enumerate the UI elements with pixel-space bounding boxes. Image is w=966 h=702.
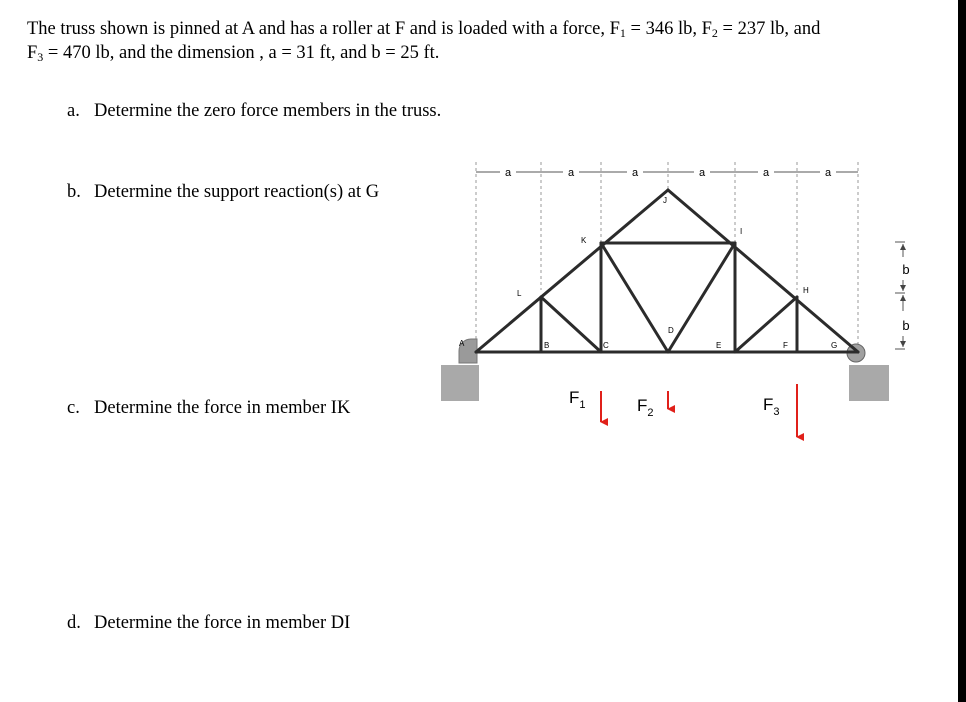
- member-KD: [601, 243, 668, 352]
- question-label: d.: [67, 613, 81, 633]
- node-label-J: J: [663, 196, 667, 205]
- truss-members: [476, 190, 858, 352]
- node-labels: [459, 196, 837, 350]
- node-label-E: E: [716, 341, 722, 350]
- node-label-C: C: [603, 341, 609, 350]
- load-F2: [637, 391, 668, 419]
- node-label-A: A: [459, 339, 465, 348]
- dim-a-label: a: [504, 167, 512, 179]
- node-label-G: G: [831, 341, 838, 350]
- node-label-H: H: [803, 286, 809, 295]
- top-chord-left: [476, 190, 668, 352]
- load-label-F2: $F_2$: [637, 396, 654, 419]
- dim-a-label: a: [631, 167, 639, 179]
- question-label: c.: [67, 398, 80, 418]
- problem-line-1: The truss shown is pinned at A and has a roller at F and is loaded with a force, $F_1 = 346$ lb, $F_2 = 237$ lb, and: [27, 19, 821, 40]
- question-label: b.: [67, 182, 81, 202]
- dim-b-label: b: [902, 318, 910, 333]
- member-LC: [541, 297, 601, 352]
- member-DI: [668, 243, 735, 352]
- question-text: Determine the zero force members in the truss.: [94, 101, 442, 121]
- node-label-I: I: [740, 227, 743, 236]
- load-label-F1: $F_1$: [569, 388, 586, 411]
- dim-a-label: a: [824, 167, 832, 179]
- node-label-F: F: [783, 341, 788, 350]
- load-F3: [763, 384, 797, 437]
- load-label-F3: $F_3$: [763, 395, 780, 418]
- problem-line-2: $F_3 = 470$ lb, and the dimension , a = 31 ft, and b = 25 ft.: [27, 43, 440, 64]
- node-label-B: B: [544, 341, 550, 350]
- question-label: a.: [67, 101, 80, 121]
- question-text: Determine the support reaction(s) at G: [94, 182, 380, 202]
- node-label-D: D: [668, 326, 674, 335]
- dim-a-label: a: [567, 167, 575, 179]
- question-text: Determine the force in member DI: [94, 613, 351, 633]
- node-label-L: L: [517, 289, 522, 298]
- dim-a-label: a: [698, 167, 706, 179]
- dim-b-label: b: [902, 262, 910, 277]
- support-A-pin: [441, 339, 479, 401]
- dim-a-label: a: [762, 167, 770, 179]
- node-label-K: K: [581, 236, 587, 245]
- load-F1: [569, 388, 601, 422]
- question-text: Determine the force in member IK: [94, 398, 351, 418]
